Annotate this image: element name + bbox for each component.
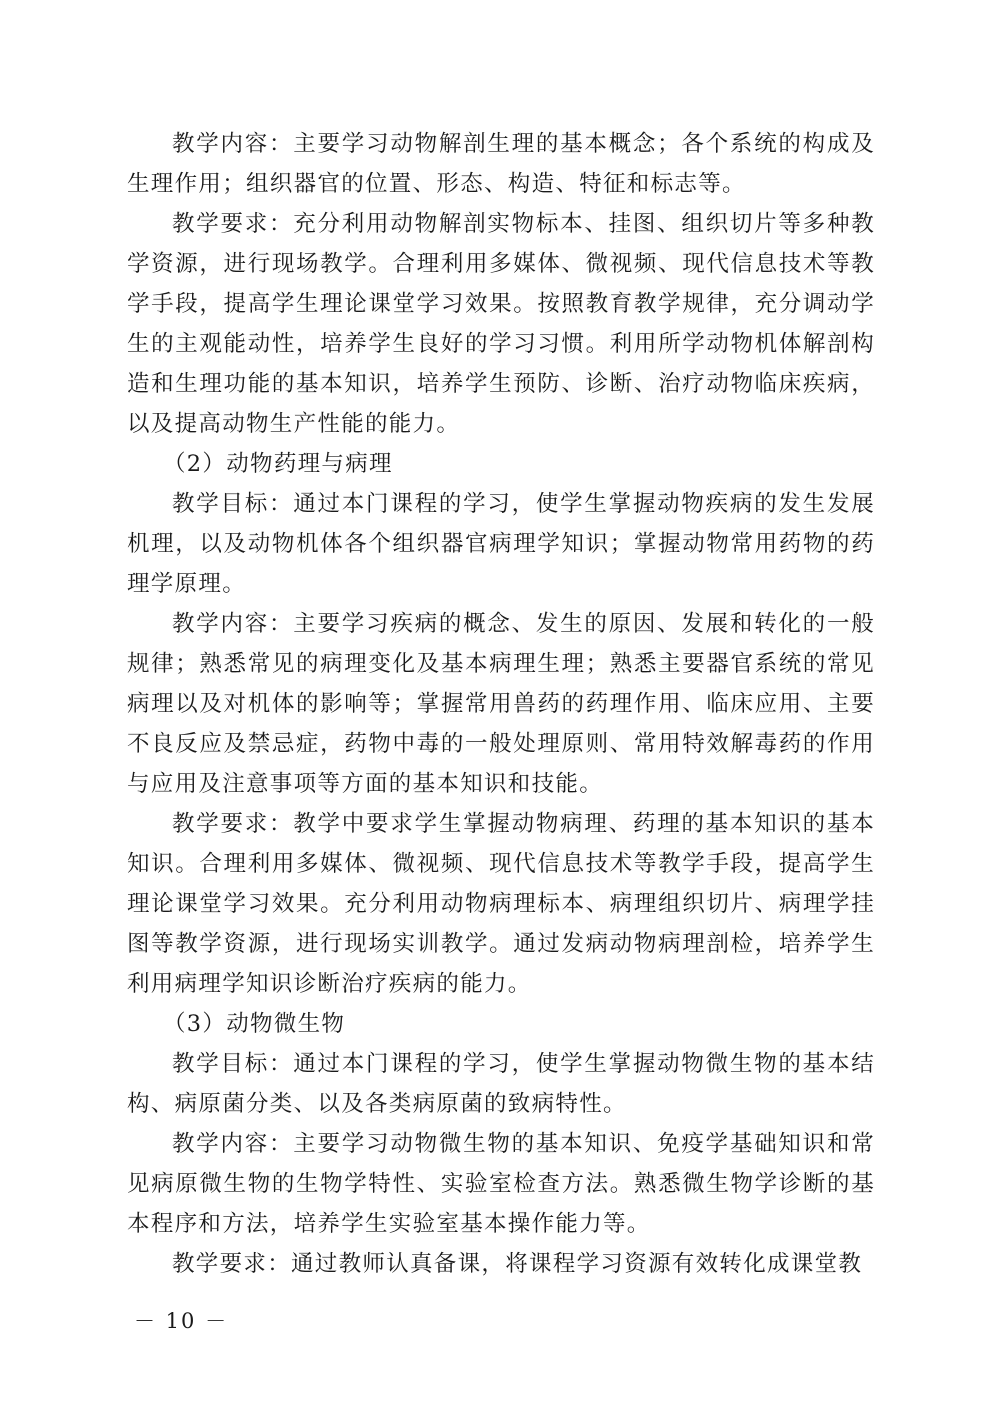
paragraph-anatomy-content: 教学内容：主要学习动物解剖生理的基本概念；各个系统的构成及生理作用；组织器官的位置、形态、构造、特征和标志等。: [127, 131, 875, 197]
paragraph-pathology-requirements: 教学要求：教学中要求学生掌握动物病理、药理的基本知识的基本知识。合理利用多媒体、微视频、现代信息技术等教学手段，提高学生理论课堂学习效果。充分利用动物病理标本、病理组织切片、病理学挂图等教学资源，进行现场实训教学。通过发病动物病理剖检，培养学生利用病理学知识诊断治疗疾病的能力。: [127, 811, 875, 997]
paragraph-pathology-goals: 教学目标：通过本门课程的学习，使学生掌握动物疾病的发生发展机理，以及动物机体各个组织器官病理学知识；掌握动物常用药物的药理学原理。: [127, 491, 875, 597]
section-heading-microbiology: （3）动物微生物: [163, 1011, 346, 1037]
page-number: － 10 －: [134, 1309, 229, 1333]
paragraph-microbiology-goals: 教学目标：通过本门课程的学习，使学生掌握动物微生物的基本结构、病原菌分类、以及各类病原菌的致病特性。: [127, 1051, 875, 1117]
paragraph-pathology-content: 教学内容：主要学习疾病的概念、发生的原因、发展和转化的一般规律；熟悉常见的病理变化及基本病理生理；熟悉主要器官系统的常见病理以及对机体的影响等；掌握常用兽药的药理作用、临床应用、主要不良反应及禁忌症，药物中毒的一般处理原则、常用特效解毒药的作用与应用及注意事项等方面的基本知识和技能。: [127, 611, 875, 797]
paragraph-microbiology-requirements: 教学要求：通过教师认真备课，将课程学习资源有效转化成课堂教: [172, 1251, 863, 1277]
document-body: [127, 124, 875, 1284]
section-heading-pharmacology-pathology: （2）动物药理与病理: [163, 451, 393, 477]
paragraph-anatomy-requirements: 教学要求：充分利用动物解剖实物标本、挂图、组织切片等多种教学资源，进行现场教学。合理利用多媒体、微视频、现代信息技术等教学手段，提高学生理论课堂学习效果。按照教育教学规律，充分调动学生的主观能动性，培养学生良好的学习习惯。利用所学动物机体解剖构造和生理功能的基本知识，培养学生预防、诊断、治疗动物临床疾病，以及提高动物生产性能的能力。: [127, 211, 875, 437]
paragraph-microbiology-content: 教学内容：主要学习动物微生物的基本知识、免疫学基础知识和常见病原微生物的生物学特性、实验室检查方法。熟悉微生物学诊断的基本程序和方法，培养学生实验室基本操作能力等。: [127, 1131, 875, 1237]
